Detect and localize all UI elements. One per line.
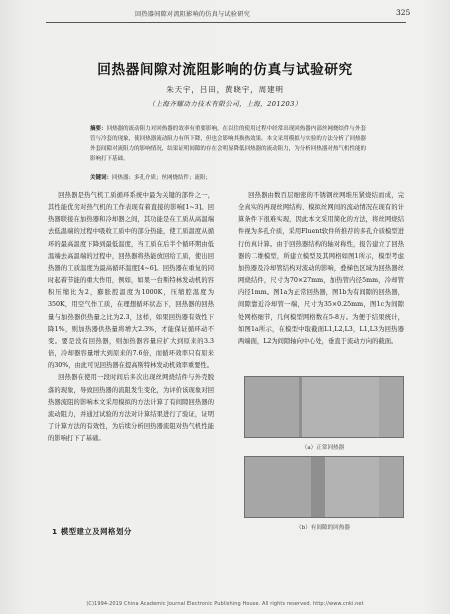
running-head-title: 回热器间隙对流阻影响的仿真与试验研究: [135, 11, 250, 18]
copyright-footer: (C)1994-2019 China Academic Journal Electronic Publishing House. All rights reserved. http://www.cnki.net: [86, 601, 364, 607]
keywords-text: 回热器；多孔介质；丝网烧结件；流阻；: [112, 175, 212, 181]
figure-caption-a: （a）正常回热器: [301, 445, 345, 451]
keywords: [90, 173, 366, 183]
figure-normal-regenerator: [244, 376, 404, 438]
figure-gap-band: [311, 457, 325, 517]
left-column: [48, 190, 214, 445]
header-rule: [46, 22, 406, 23]
authors: 朱天宇，吕田，黄晓宇，周建明: [166, 85, 284, 94]
figure-gap-regenerator: [244, 456, 404, 518]
abstract: [90, 124, 366, 164]
section-heading: 1 模型建立及网格划分: [52, 527, 132, 536]
paragraph: 回热器由数百层细密的不锈钢丝网堆压紧烧结而成，完全真实的再现丝网结构、模拟丝网间的流动情况在现有的计算条件下很难实现，因此本文采用简化的方法，将丝网烧结件视为多孔介质，采用Fluent软件所推荐的多孔介质模型进行仿真计算。由于回热器结构的轴对称性，报告建立了回热器的二维模型，所建立模型及其网格如图1所示，模型考虑加热器及冷却管结构对流动的影响，叠梯色区域为回热器丝网烧结件，尺寸为70×27mm，加热管内径5mm，冷却管内径1mm。图1a为正常回热器，图1b为有间隙的回热器，间隙靠近冷却管一端，尺寸为35×0.25mm，图1c为间隙处网格细节，几何模型网格数在5-8万。为便于结果统计，如图1a所示，在模型中取截面L1,L2,L3，L1,L3为回热器两端面，L2为间隙轴向中心处，垂直于流动方向的截面。: [238, 192, 404, 345]
keywords-label: 关键词：: [90, 175, 113, 181]
page-number: 325: [396, 8, 411, 17]
paragraph: 回热器在使用一段时间后多次出现丝网烧结件与外壳脱落的现象，导致回热器的流阻发生变化，为评价该现象对回热器流阻的影响本文采用模拟的方法计算了有间隙回热器的流动阻力，并通过试验的方法对计算结果进行了验证，证明了计算方法的有效性，为后续分析回热器流阻对热气机性能的影响打下了基础。: [48, 374, 214, 443]
running-head: [0, 9, 450, 21]
paragraph: 回热器是热气机工质循环系统中最为关键的部件之一，其性能优劣对热气机的工作表现有着直接的影响[1~3]。回热器联接在加热器和冷却器之间，其功能是在工质从高温端去低温端的过程中吸收工质中的部分热能，使工质温度从循环的最高温度下降到最低温度，当工质在后半个循环期由低温端去高温端的过程中，回热器将热能放回给工质，使出回热器的工质温度为最高循环温度[4~6]。回热器在重复的同时起着节能的重大作用，例如，如果一台斯特林发动机的容积压缩比为2，膨胀腔温度为1000K，压缩腔温度为350K，用空气作工质，在理想循环状态下，回热器的回热量与加热器供热量之比为2.3，这样，如果回热器有效性下降1%，则加热器供热量将增大2.3%，才能保证循环动不变。要是没有回热器，则加热器容量应扩大到原来的3.3倍，冷却器容量增大到原来的7.6倍，而循环效率只有原来的30%，由此可见回热器在提高斯特林发动机效率重要性。: [48, 192, 214, 370]
paper-title: 回热器间隙对流阻影响的仿真与试验研究: [97, 62, 353, 78]
figure-porous-region: [302, 377, 379, 437]
figure-porous-region: [325, 457, 379, 517]
right-column: [238, 190, 404, 348]
figure-caption-b: （b）有间隙的回热器: [296, 525, 350, 531]
abstract-label: 摘要：: [90, 126, 107, 132]
affiliation: （上海齐耀动力技术有限公司，上海，201203）: [148, 100, 302, 108]
abstract-text: 回热器的流动阻力对回热器的效率有重要影响，在以往的使用过程中经常出现回热器内部丝网烧结件与外套管与冷套的现象，使回热器流动阻力有所下降，但也会影响其换热效果。本文采用模拟与实验的方法分析了回热器外套间隙对流阻力的影响情况，结果证明间隙的存在会明显降低回热器的流动阻力，为分析回热器对热气机性能的影响打下基础。: [90, 126, 366, 162]
